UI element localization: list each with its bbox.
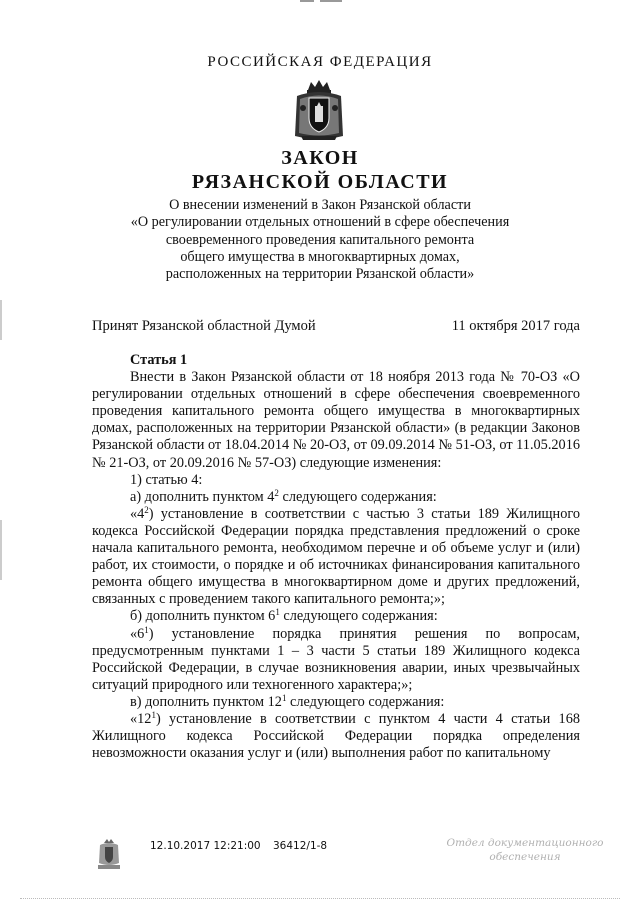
department-stamp <box>445 836 605 864</box>
registration-timestamp: 12.10.2017 12:21:00 <box>150 840 261 852</box>
subtitle-line: О внесении изменений в Закон Рязанской области <box>169 197 471 213</box>
scan-edge-mark <box>0 300 2 340</box>
law-subtitle <box>90 197 550 283</box>
subtitle-line: своевременного проведения капитального ремонта <box>165 231 475 248</box>
paragraph: Внести в Закон Рязанской области от 18 ноября 2013 года № 70-ОЗ «О регулировании отдельных отношений в сфере обеспечения своевременного проведения капитального ремонта общего имущества в многоквартирных домах, расположенных на территории Рязанской области» (в редакции Законов Рязанской области от 18.04.2014 № 20-ОЗ, от 09.09.2014 № 51-ОЗ, от 11.05.2016 № 21-ОЗ, от 20.09.2016 № 57-ОЗ) следующие изменения: <box>92 369 580 471</box>
paragraph: «$6^1$) установление порядка принятия решения по вопросам, предусмотренным пунктами 1 – 3 части 5 статьи 189 Жилищного кодекса Российской Федерации, в случае возникновения аварии, иных чрезвычайных ситуаций природного или техногенного характера;»; <box>92 624 580 693</box>
adopted-date: 11 октября 2017 года <box>451 318 580 334</box>
department-stamp-line: обеспечения <box>489 851 561 863</box>
scan-bottom-edge <box>20 898 620 899</box>
law-title <box>0 146 640 194</box>
registration-number: 36412/1-8 <box>273 840 328 852</box>
scan-edge-mark <box>0 520 2 580</box>
coat-of-arms-icon <box>291 78 347 142</box>
registry-footer <box>95 839 615 879</box>
subtitle-line: общего имущества в многоквартирных домах, <box>180 248 460 265</box>
paragraph: 1) статью 4: <box>130 471 203 488</box>
paragraph: «$4^2$) установление в соответствии с частью 3 статьи 189 Жилищного кодекса Российской Федерации порядка представления предложений о сроке начала капитального ремонта, необходимом перечне и об объеме услуг и (или) работ, их стоимости, о порядке и об источниках финансирования капитального ремонта общего имущества в многоквартирном доме и других предложений, связанных с проведением такого капитального ремонта;»; <box>92 504 580 608</box>
adopted-by: Принят Рязанской областной Думой <box>92 318 316 334</box>
law-title-line1: ЗАКОН <box>281 147 359 169</box>
registry-stamp-icon <box>95 837 123 871</box>
article-heading: Статья 1 <box>130 352 188 368</box>
paragraph: б) дополнить пунктом $6^1$ следующего содержания: <box>130 607 438 625</box>
paragraph: а) дополнить пунктом $4^2$ следующего содержания: <box>130 487 437 505</box>
law-title-line2: РЯЗАНСКОЙ ОБЛАСТИ <box>191 171 449 193</box>
subtitle-line: расположенных на территории Рязанской области» <box>165 266 475 283</box>
subtitle-line: «О регулировании отдельных отношений в сфере обеспечения <box>130 214 510 231</box>
paragraph: в) дополнить пунктом $12^1$ следующего содержания: <box>130 692 445 710</box>
scan-top-marks <box>300 0 360 4</box>
country-heading: РОССИЙСКАЯ ФЕДЕРАЦИЯ <box>207 54 433 70</box>
law-body <box>92 352 580 762</box>
paragraph: «$12^1$) установление в соответствии с пунктом 4 части 4 статьи 168 Жилищного кодекса Российской Федерации порядка определения невозможности оказания услуг и (или) выполнения работ по капитальному <box>92 709 580 762</box>
department-stamp-line: Отдел документационного <box>446 837 604 849</box>
